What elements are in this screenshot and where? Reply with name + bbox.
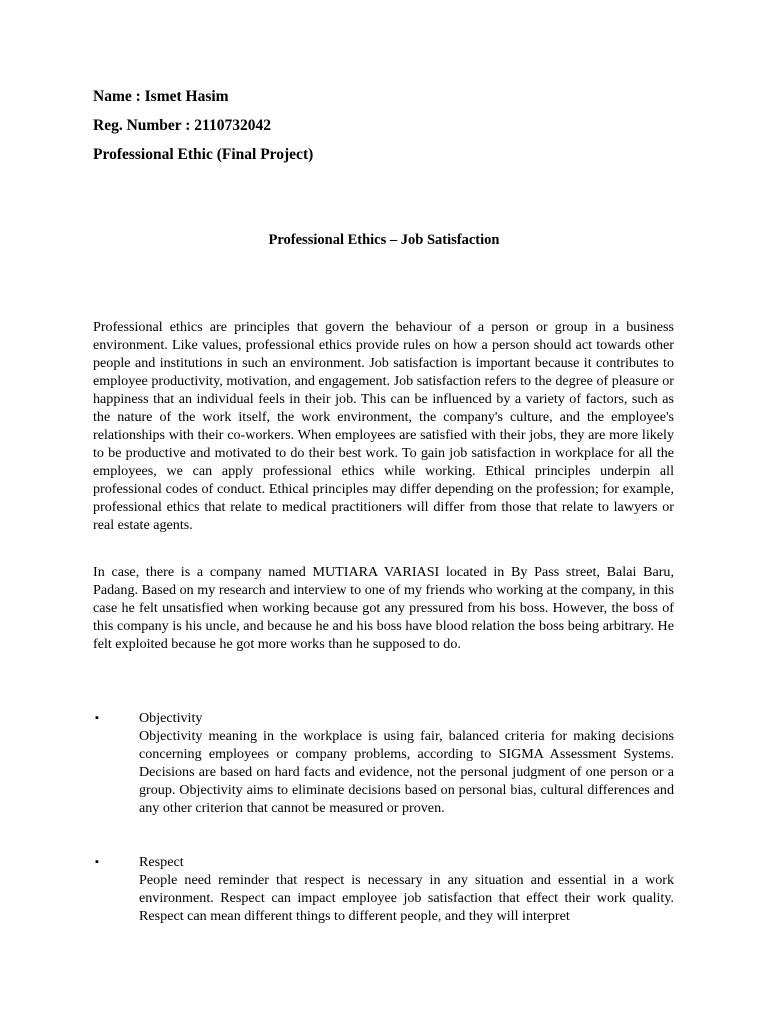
intro-paragraph: Professional ethics are principles that govern the behaviour of a person or group in a business environment. Like values, professional ethics provide rules on how a person should act towards other people and institutions in such an environment. Job satisfaction is important because it contributes to employee productivity, motivation, and engagement. Job satisfaction refers to the degree of pleasure or happiness that an individual feels in their job. This can be influenced by a variety of factors, such as the nature of the work itself, the work environment, the company's culture, and the employee's relationships with their co-workers. When employees are satisfied with their jobs, they are more likely to be productive and motivated to do their best work. To gain job satisfaction in workplace for all the employees, we can apply professional ethics while working. Ethical principles underpin all professional codes of conduct. Ethical principles may differ depending on the profession; for example, professional ethics that relate to medical practitioners will differ from those that relate to lawyers or real estate agents.: [93, 319, 674, 533]
bullet-text: People need reminder that respect is necessary in any situation and essential in a work environment. Respect can impact employee job satisfaction that effect their work quality. Respect can mean different things to different people, and they will interpret: [139, 872, 674, 924]
bullet-text: Objectivity meaning in the workplace is using fair, balanced criteria for making decisions concerning employees or company problems, according to SIGMA Assessment Systems. Decisions are based on hard facts and evidence, not the personal judgment of one person or a group. Objectivity aims to eliminate decisions based on personal bias, cultural differences and any other criterion that cannot be measured or proven.: [139, 728, 674, 816]
course-title: Professional Ethic (Final Project): [93, 146, 314, 163]
bullet-square-icon: ▪: [95, 712, 99, 724]
bullet-heading: Objectivity: [139, 710, 203, 726]
bullet-square-icon: ▪: [95, 856, 99, 868]
registration-number: Reg. Number : 2110732042: [93, 117, 271, 134]
student-name: Name : Ismet Hasim: [93, 88, 229, 105]
document-title: Professional Ethics – Job Satisfaction: [268, 232, 500, 248]
case-paragraph: In case, there is a company named MUTIARA VARIASI located in By Pass street, Balai Baru, Padang. Based on my research and interview to one of my friends who working at the company, in this case he felt unsatisfied when working because got any pressured from his boss. However, the boss of this company is his uncle, and because he and his boss have blood relation the boss being arbitrary. He felt exploited because he got more works than he supposed to do.: [93, 564, 674, 652]
bullet-heading: Respect: [139, 854, 184, 870]
